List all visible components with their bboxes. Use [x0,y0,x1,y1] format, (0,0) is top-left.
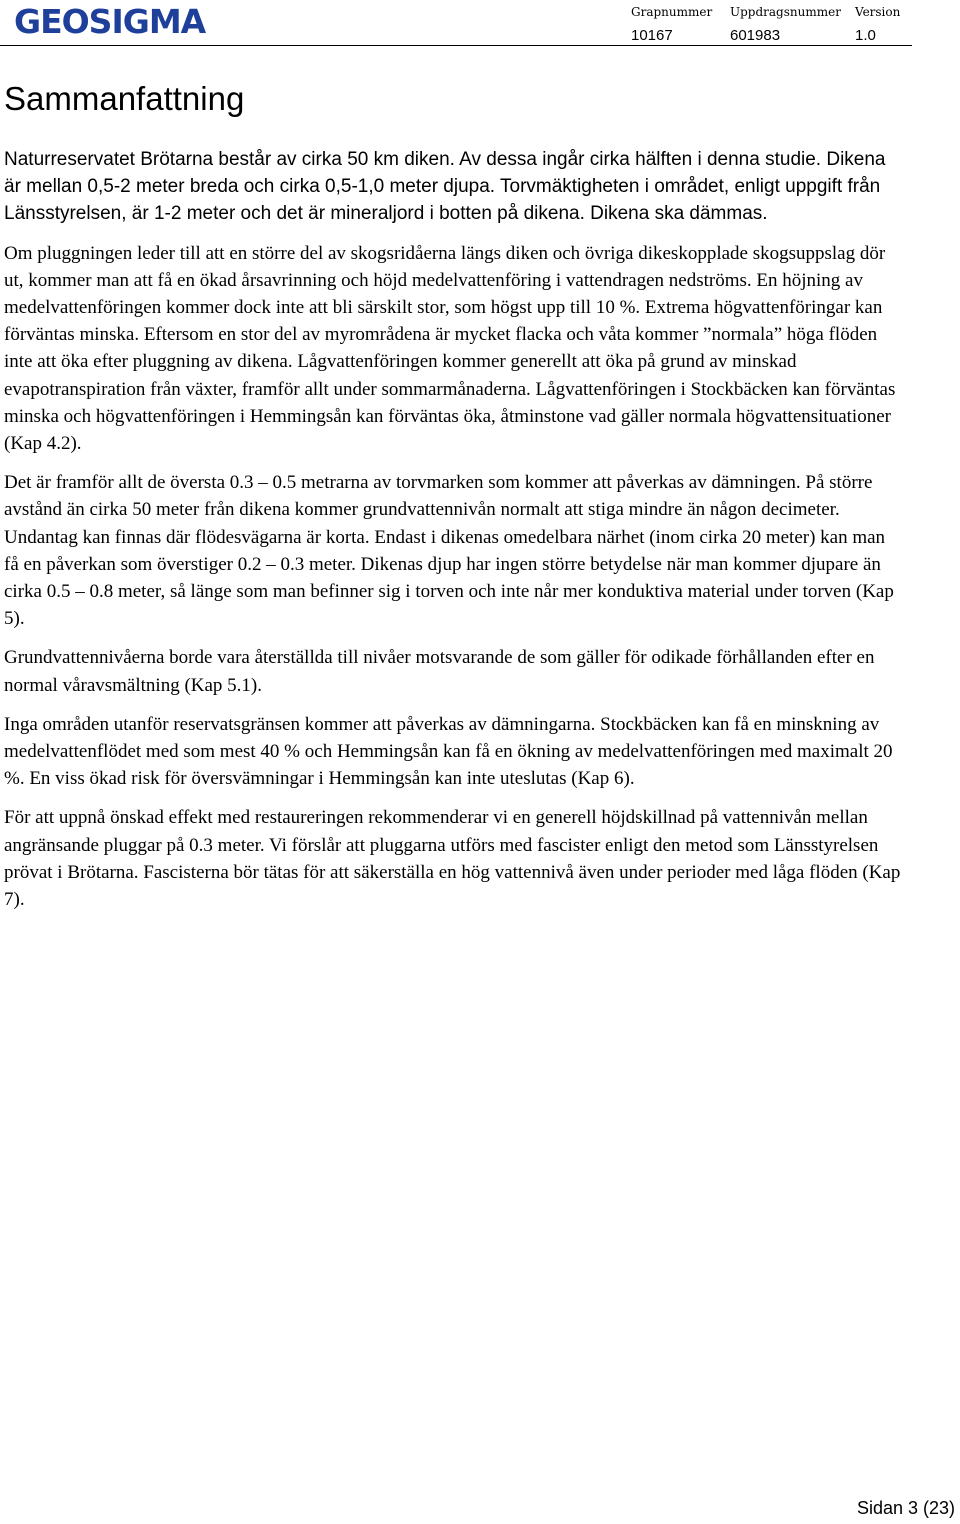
summary-body [4,146,904,925]
grapnummer-field [631,5,712,44]
paragraph-4: Grundvattennivåerna borde vara återställda till nivåer motsvarande de som gäller för odikade förhållanden efter en normal våravsmältning (Kap 5.1). [4,647,875,696]
paragraph-6: För att uppnå önskad effekt med restaureringen rekommenderar vi en generell höjdskillnad på vattennivån mellan angränsande pluggar på 0.3 meter. Vi förslår att pluggarna utförs med fascister enligt den metod som Länsstyrelsen prövat i Brötarna. Fascisterna bör tätas för att säkerställa en hög vattennivå även under perioder med låga flöden (Kap 7). [4,807,901,911]
uppdragsnummer-field [730,5,841,44]
grapnummer-label: Grapnummer [631,5,713,19]
grapnummer-value: 10167 [631,27,673,44]
version-value: 1.0 [855,27,876,44]
paragraph-3: Det är framför allt de översta 0.3 – 0.5 metrarna av torvmarken som kommer att påverkas av dämningen. På större avstånd än cirka 50 meter från dikena kommer grundvattennivån normalt att stiga mindre än någon decimeter. Undantag kan finnas där flödesvägarna är korta. Endast i dikenas omedelbara närhet (inom cirka 20 meter) kan man få en påverkan som överstiger 0.2 – 0.3 meter. Dikenas djup har ingen större betydelse när man kommer djupare än cirka 0.5 – 0.8 meter, så länge som man befinner sig i torven och inte når mer konduktiva material under torven (Kap 5). [4,472,894,630]
paragraph-1: Naturreservatet Brötarna består av cirka 50 km diken. Av dessa ingår cirka hälften i denna studie. Dikena är mellan 0,5-2 meter breda och cirka 0,5-1,0 meter djupa. Torvmäktigheten i området, enligt uppgift från Länsstyrelsen, är 1-2 meter och det är mineraljord i botten på dikena. Dikena ska dämmas. [4,149,886,225]
uppdragsnummer-value: 601983 [730,27,781,44]
page-header [0,0,960,50]
page-title: Sammanfattning [4,80,245,117]
page-number: Sidan 3 (23) [856,1498,955,1518]
paragraph-2: Om pluggningen leder till att en större del av skogsridåerna längs diken och övriga dikeskopplade skogsuppslag dör ut, kommer man att få en ökad årsavrinning och höjd medelvattenföring i vattendragen nedströms. En höjning av medelvattenföringen kommer dock inte att bli särskilt stor, som högst upp till 10 %. Extrema högvattenföringar kan förväntas minska. Eftersom en stor del av myrområdena är mycket flacka och våta kommer ”normala” höga flöden inte att öka efter pluggning av dikena. Lågvattenföringen kommer generellt att öka på grund av minskad evapotranspiration från växter, framför allt under sommarmånaderna. Lågvattenföringen i Stockbäcken kan förväntas minska och högvattenföringen i Hemmingsån kan förväntas öka, åtminstone vad gäller normala högvattensituationer (Kap 4.2). [4,242,896,455]
version-label: Version [855,5,901,19]
paragraph-5: Inga områden utanför reservatsgränsen kommer att påverkas av dämningarna. Stockbäcken kan få en minskning av medelvattenflödet med som mest 40 % och Hemmingsån kan få en ökning av medelvattenföringen med maximalt 20 %. En viss ökad risk för översvämningar i Hemmingsån kan inte uteslutas (Kap 6). [4,713,893,790]
uppdragsnummer-label: Uppdragsnummer [730,5,841,19]
header-divider [0,45,912,46]
version-field [855,5,900,44]
geosigma-logo: GEOSIGMA [14,2,206,41]
